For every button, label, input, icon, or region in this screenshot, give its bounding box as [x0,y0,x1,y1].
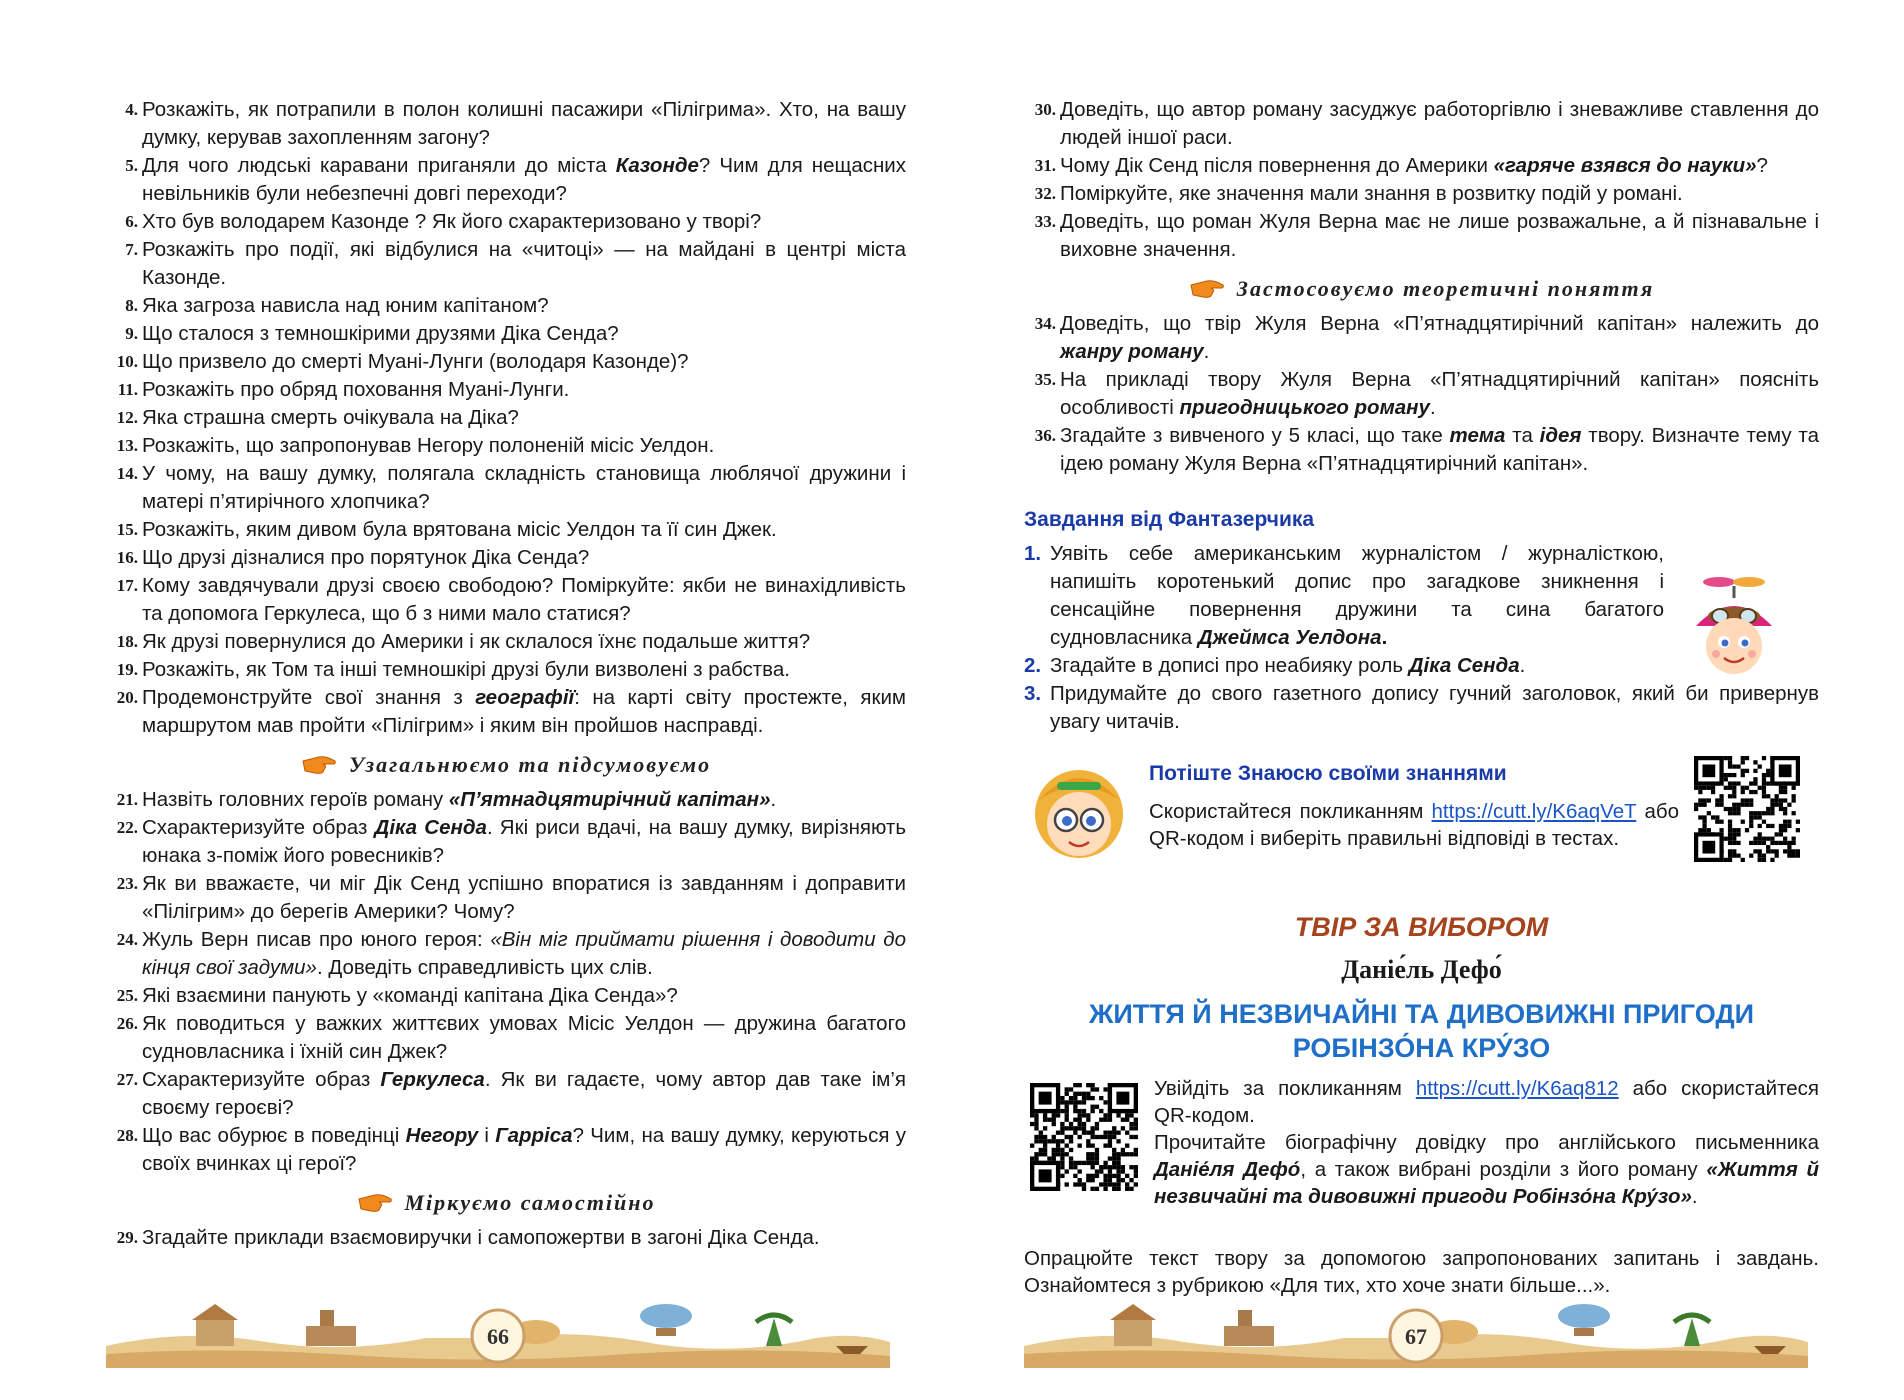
question-item [1024,180,1819,208]
question-list-b [106,786,906,1178]
question-number: 14. [116,464,138,483]
question-text: Хто був володарем Казонде ? Як його схарактеризовано у творі? [142,210,762,233]
question-text: Схарактеризуйте образ Геркулеса. Як ви гадаєте, чому автор дав таке ім’я своєму героєві? [142,1068,906,1119]
pointing-hand-icon [357,1191,393,1215]
question-number: 6. [125,212,138,231]
question-item [106,432,906,460]
question-number: 29. [116,1228,138,1247]
question-item [106,684,906,740]
question-item [106,1010,906,1066]
question-text: Розкажіть про обряд поховання Муані-Лунги. [142,378,570,401]
question-number: 11. [117,380,138,399]
question-text: Як ви вважаєте, чи міг Дік Сенд успішно впоратися із завданням і доправити «Пілігрим» до берегів Америки? Чому? [142,872,906,923]
propeller-girl-icon [1674,568,1794,688]
question-text: Як поводиться у важких життєвих умовах Місіс Уелдон — дружина багатого судновласника і їхній син Джек? [142,1012,906,1063]
question-number: 5. [125,156,138,175]
znayu-block [1024,762,1819,902]
question-list-a [1024,96,1819,264]
question-text: Схарактеризуйте образ Діка Сенда. Які риси вдачі, на вашу думку, вирізняють юнака з-поміж його ровесників? [142,816,907,867]
task-number: 1. [1024,542,1042,565]
page-number: 67 [1405,1324,1427,1349]
question-text: Розкажіть про події, які відбулися на «читоці» — на майдані в центрі міста Казонде. [142,238,906,289]
question-number: 33. [1034,212,1056,231]
section-heading-theory [1024,274,1819,304]
question-number: 26. [116,1014,138,1033]
question-number: 22. [116,818,138,837]
question-number: 23. [116,874,138,893]
question-number: 9. [125,324,138,343]
author-name: Даніе́ль Дефо́ [1341,955,1502,984]
question-text: Що сталося з темношкірими друзями Діка Сенда? [142,322,619,345]
task-text: Згадайте в дописі про неабияку роль Діка Сенда. [1050,654,1526,677]
question-number: 35. [1034,370,1056,389]
decorative-landscape-footer [1024,1298,1808,1368]
visit-text-after: або скористайтеся QR-кодом. [1154,1077,1820,1127]
visit-text-before: Увійдіть за покликанням [1154,1077,1416,1100]
question-text: Доведіть, що роман Жуля Верна має не лише розважальне, а й пізнавальне і виховне значення. [1060,210,1819,261]
section-title: Узагальнюємо та підсумовуємо [348,752,712,777]
question-item [106,982,906,1010]
question-item [106,544,906,572]
question-item [106,348,906,376]
question-number: 12. [116,408,138,427]
znayu-link[interactable]: https://cutt.ly/K6aqVeT [1431,800,1637,823]
question-text: Яка страшна смерть очікувала на Діка? [142,406,519,429]
question-item [106,152,906,208]
question-item [106,516,906,544]
fantazer-title: Завдання від Фантазерчика [1024,508,1315,531]
question-text: Поміркуйте, яке значення мали знання в розвитку подій у романі. [1060,182,1683,205]
question-item [106,926,906,982]
question-number: 24. [116,930,138,949]
section-title: Застосовуємо теоретичні поняття [1236,276,1655,301]
fantazer-task-item [1024,540,1664,652]
question-item [1024,208,1819,264]
task-text: Придумайте до свого газетного допису гучний заголовок, який би привернув увагу читачів. [1050,682,1819,733]
question-item [1024,152,1819,180]
question-item [106,460,906,516]
question-number: 13. [116,436,138,455]
question-number: 21. [116,790,138,809]
question-number: 25. [116,986,138,1005]
question-item [1024,310,1819,366]
question-item [1024,96,1819,152]
question-text: Доведіть, що твір Жуля Верна «П’ятнадцятирічний капітан» належить до жанру роману. [1060,312,1819,363]
znayu-text-before: Скористайтеся покликанням [1149,800,1432,823]
question-list-b [1024,310,1819,478]
question-list-a [106,96,906,740]
question-text: Як друзі повернулися до Америки і як склалося їхнє подальше життя? [142,630,811,653]
visit-text [1154,1075,1819,1210]
bottom-text: Опрацюйте текст твору за допомогою запропонованих запитань і завдань. Ознайомтеся з рубрикою «Для тих, хто хоче знати більше...». [1024,1247,1819,1297]
question-number: 18. [116,632,138,651]
question-number: 8. [125,296,138,315]
qr-code[interactable] [1694,756,1800,862]
section-heading-reflection [106,1188,906,1218]
question-item [106,628,906,656]
page-number: 66 [487,1324,509,1349]
znayu-text [1149,798,1679,852]
question-item [106,1066,906,1122]
question-text: У чому, на вашу думку, полягала складність становища люблячої дружини і матері п’ятирічного хлопчика? [142,462,906,513]
question-text: Що друзі дізналися про порятунок Діка Сенда? [142,546,590,569]
decorative-landscape-footer [106,1298,890,1368]
question-text: Що призвело до смерті Муані-Лунги (володаря Казонде)? [142,350,689,373]
book-title [1024,997,1819,1065]
question-number: 32. [1034,184,1056,203]
question-number: 31. [1034,156,1056,175]
question-number: 16. [116,548,138,567]
visit-block [1024,1075,1819,1245]
question-text: Розкажіть, що запропонував Негору полоненій місіс Уелдон. [142,434,715,457]
tvir-heading: ТВІР ЗА ВИБОРОМ [1294,912,1549,942]
question-item [106,292,906,320]
question-text: Чому Дік Сенд після повернення до Америки «гаряче взявся до науки»? [1060,154,1768,177]
question-item [106,96,906,152]
task-number: 2. [1024,654,1042,677]
book-title-line2: РОБІНЗО́НА КРУ́ЗО [1292,1033,1551,1063]
question-number: 17. [116,576,138,595]
question-text: На прикладі твору Жуля Верна «П’ятнадцятирічний капітан» поясніть особливості пригодницького роману. [1060,368,1819,419]
question-item [106,870,906,926]
question-text: Згадайте приклади взаємовиручки і самопожертви в загоні Діка Сенда. [142,1226,820,1249]
question-text: Згадайте з вивченого у 5 класі, що таке тема та ідея твору. Визначте тему та ідею роману Жуля Верна «П’ятнадцятирічний капітан». [1060,424,1819,475]
question-item [106,1224,906,1252]
question-text: Назвіть головних героїв роману «П’ятнадцятирічний капітан». [142,788,777,811]
qr-code[interactable] [1030,1083,1138,1191]
znayu-title: Потіште Знаюсю своїми знаннями [1149,762,1507,785]
pointing-hand-icon [1189,277,1225,301]
question-text: Кому завдячували друзі своєю свободою? Поміркуйте: якби не винахідливість та допомога Геркулеса, що б з ними мало статися? [142,574,906,625]
question-text: Для чого людські каравани приганяли до міста Казонде? Чим для нещасних невільників були небезпечні довгі переходи? [142,154,907,205]
question-item [106,814,906,870]
question-item [106,572,906,628]
glasses-girl-icon [1029,762,1129,872]
task-number: 3. [1024,682,1042,705]
bio-text: Прочитайте біографічну довідку про англійського письменника Даніе́ля Дефо́, а також вибрані розділи з його роману «Життя й незвичайні та дивовижні пригоди Робінзо́на Кру́зо». [1154,1131,1819,1208]
question-item [106,786,906,814]
question-text: Розкажіть, як потрапили в полон колишні пасажири «Пілігрима». Хто, на вашу думку, керував захопленням загону? [142,98,906,149]
question-list-c [106,1224,906,1252]
question-number: 34. [1034,314,1056,333]
right-page [1024,96,1819,1299]
question-item [106,236,906,292]
question-text: Розкажіть, як Том та інші темношкірі друзі були визволені з рабства. [142,658,790,681]
question-item [106,1122,906,1178]
question-item [106,404,906,432]
question-number: 30. [1034,100,1056,119]
question-number: 10. [116,352,138,371]
left-page [106,96,906,1252]
znayu-text-after: або QR-кодом і виберіть правильні відповіді в тестах. [1149,800,1679,850]
section-heading-summary [106,750,906,780]
question-item [1024,422,1819,478]
question-item [1024,366,1819,422]
question-item [106,376,906,404]
question-item [106,320,906,348]
pointing-hand-icon [301,753,337,777]
question-text: Яка загроза нависла над юним капітаном? [142,294,549,317]
question-number: 15. [116,520,138,539]
question-number: 20. [116,688,138,707]
fantazer-block [1024,508,1819,736]
question-text: Які взаємини панують у «команді капітана Діка Сенда»? [142,984,678,1007]
task-text: Уявіть себе американським журналістом / журналісткою, напишіть коротенький допис про загадкове зникнення і сенсаційне повернення дружини та сина багатого судновласника Джеймса Уелдона. [1050,542,1664,649]
section-title: Міркуємо самостійно [404,1190,656,1215]
question-text: Розкажіть, яким дивом була врятована місіс Уелдон та її син Джек. [142,518,777,541]
question-number: 27. [116,1070,138,1089]
question-number: 36. [1034,426,1056,445]
question-number: 19. [116,660,138,679]
visit-link[interactable]: https://cutt.ly/K6aq812 [1415,1077,1619,1100]
question-number: 28. [116,1126,138,1145]
question-text: Доведіть, що автор роману засуджує работоргівлю і зневажливе ставлення до людей іншої раси. [1060,98,1819,149]
question-item [106,656,906,684]
question-text: Продемонструйте свої знання з географії: на карті світу простежте, яким маршрутом мав пройти «Пілігрим» і яким він пройшов насправді. [142,686,906,737]
question-number: 7. [125,240,138,259]
question-item [106,208,906,236]
book-title-line1: ЖИТТЯ Й НЕЗВИЧАЙНІ ТА ДИВОВИЖНІ ПРИГОДИ [1088,999,1755,1029]
fantazer-task-item [1024,680,1819,736]
question-number: 4. [125,100,138,119]
question-text: Що вас обурює в поведінці Негору і Гарріса? Чим, на вашу думку, керуються у своїх вчинках ці герої? [142,1124,906,1175]
question-text: Жуль Верн писав про юного героя: «Він міг приймати рішення і доводити до кінця свої задуми». Доведіть справедливість цих слів. [142,928,906,979]
